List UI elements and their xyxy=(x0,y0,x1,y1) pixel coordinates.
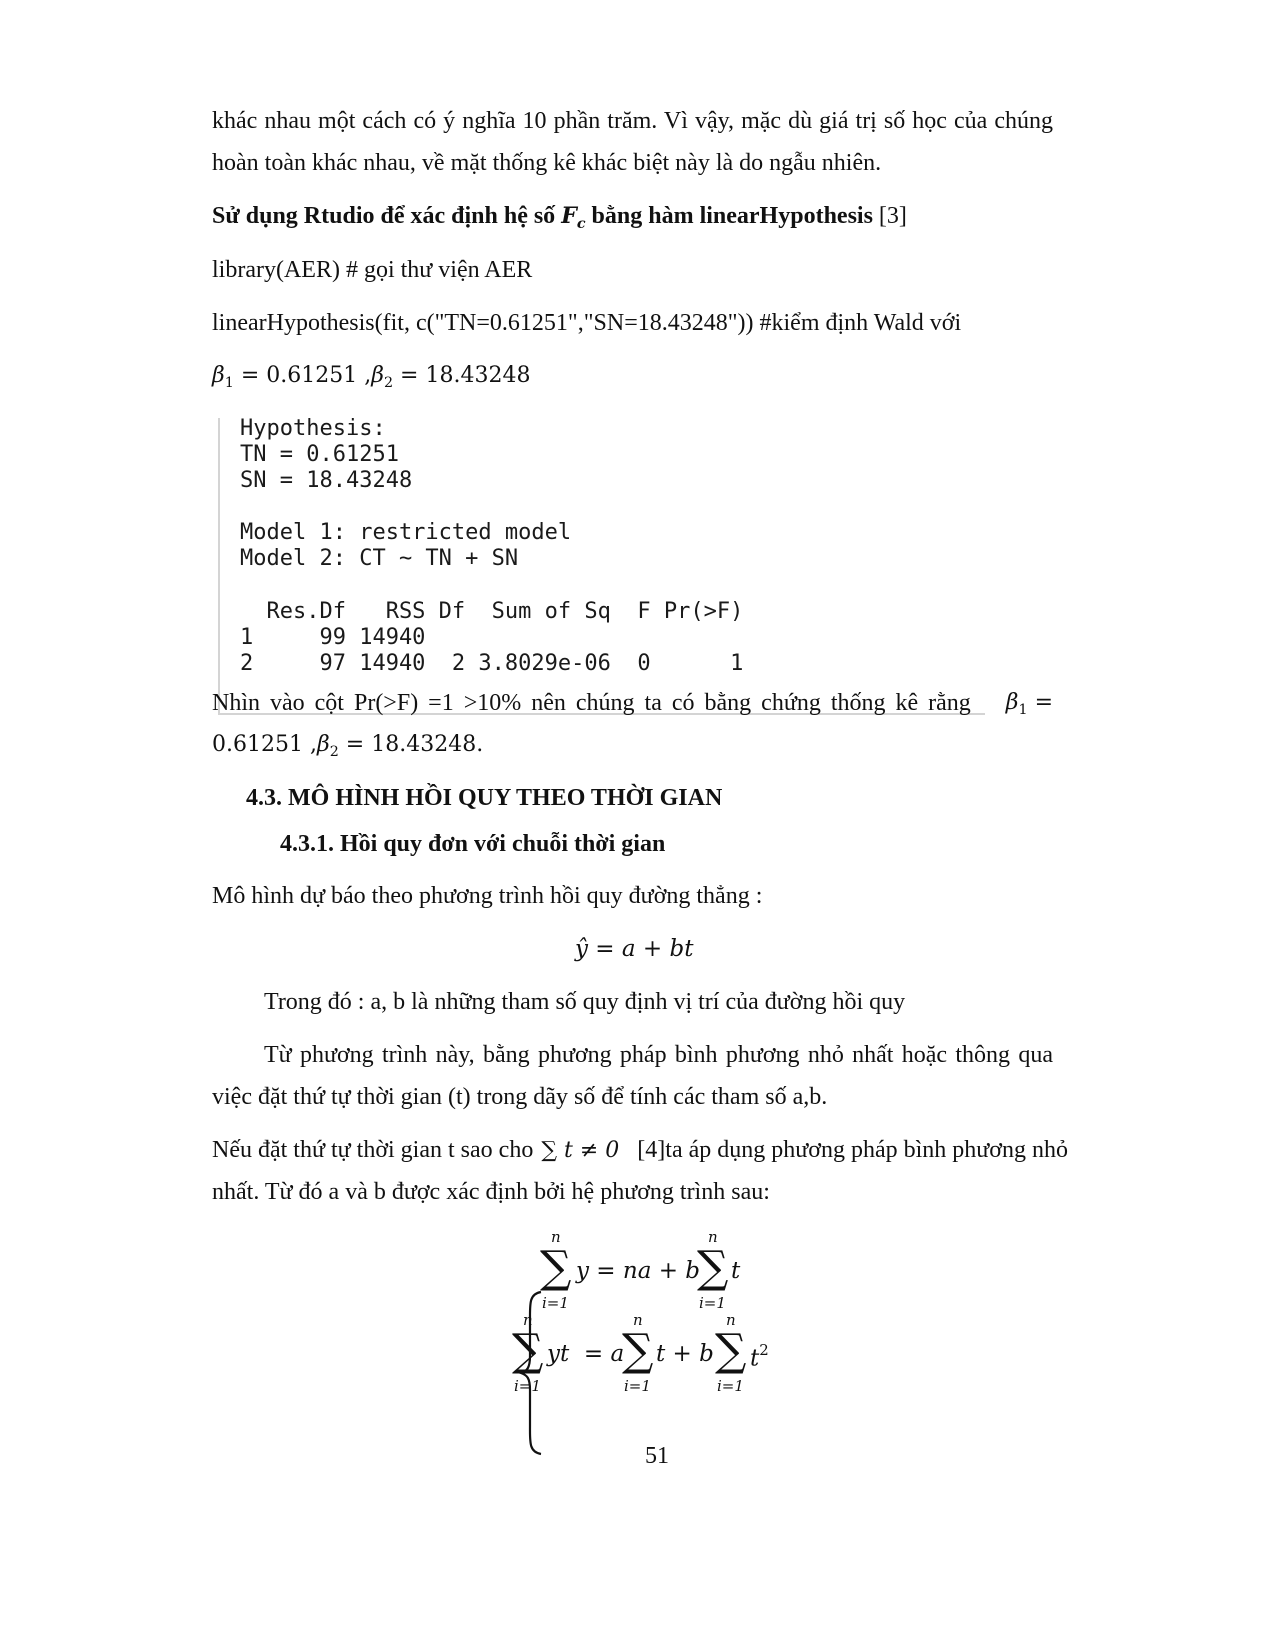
output-line: Hypothesis: xyxy=(240,416,386,441)
heading-text: bằng hàm linearHypothesis xyxy=(591,203,873,229)
subsection-heading: 4.3.1. Hồi quy đơn với chuỗi thời gian xyxy=(280,831,666,857)
output-table-row: 1 99 14940 xyxy=(240,625,426,650)
equation-row-1-term: t xyxy=(731,1258,741,1284)
citation: [3] xyxy=(878,203,907,229)
output-table-row: 2 97 14940 2 3.8029e-06 0 1 xyxy=(240,651,744,676)
paragraph-line: việc đặt thứ tự thời gian (t) trong dãy số để tính các tham số a,b. xyxy=(212,1084,828,1110)
code-line-library: library(AER) # gọi thư viện AER xyxy=(212,257,533,283)
output-line: Model 1: restricted model xyxy=(240,520,572,545)
paragraph-line: khác nhau một cách có ý nghĩa 10 phần trăm. Vì vậy, mặc dù giá trị số học của chúng xyxy=(212,108,1053,134)
equation-row-1: y = na + b xyxy=(576,1258,701,1284)
output-line: TN = 0.61251 xyxy=(240,442,399,467)
output-table-header: Res.Df RSS Df Sum of Sq F Pr(>F) xyxy=(240,599,744,624)
paragraph-line: Mô hình dự báo theo phương trình hồi quy đường thẳng : xyxy=(212,883,763,909)
equation-row-2-term: $t^2$ xyxy=(750,1341,769,1372)
section-heading: 4.3. MÔ HÌNH HỒI QUY THEO THỜI GIAN xyxy=(246,785,723,811)
r-console-output xyxy=(218,418,985,715)
page-number: 51 xyxy=(645,1443,669,1469)
fc-symbol: $F_c$ xyxy=(561,203,586,232)
paragraph-line: Nếu đặt thứ tự thời gian t sao cho ∑ t ≠ 0 [4]ta áp dụng phương pháp bình phương nhỏ xyxy=(212,1137,1068,1163)
equation-row-2-term: t + b xyxy=(656,1341,714,1367)
paragraph-line: nhất. Từ đó a và b được xác định bởi hệ phương trình sau: xyxy=(212,1179,770,1205)
paragraph-line: Từ phương trình này, bằng phương pháp bình phương nhỏ nhất hoặc thông qua xyxy=(264,1042,1053,1068)
paragraph-line: hoàn toàn khác nhau, về mặt thống kê khác biệt này là do ngẫu nhiên. xyxy=(212,150,882,176)
section-subheading xyxy=(212,203,907,232)
conclusion-line: 0.61251 $,\beta_2 = 18.43248$. xyxy=(212,732,484,760)
document-page: khác nhau một cách có ý nghĩa 10 phần trăm. Vì vậy, mặc dù giá trị số học của chúng hoàn toàn khác nhau, về mặt thống kê khác biệt này là do ngẫu nhiên. Sử dụng Rtudio để xác định hệ số $F_c$ bằng hàm linearHypothesis [3] library(AER) # gọi thư viện AER linearHypothesis(fit, c("TN=0.61251","SN=18.43248")) #kiểm định Wald với $\beta_1 = 0.61251$ $,\beta_2 = 18.43248$ Hypothesis: TN = 0.61251 SN = 18.43248 Model 1: restricted model Model 2: CT ~ TN + SN Res.Df RSS Df Sum of Sq F Pr(>F) 1 99 14940 2 97 14940 2 3.8029e-06 0 1 Nhìn vào cột Pr(>F) =1 >10% nên chúng ta có bằng chứng thống kê rằng $\beta_1$ = 0.61251 $,\beta_2 = 18.43248$. 4.3. MÔ HÌNH HỒI QUY THEO THỜI GIAN 4.3.1. Hồi quy đơn với chuỗi thời gian Mô hình dự báo theo phương trình hồi quy đường thẳng : ŷ = a + bt Trong đó : a, b là những tham số quy định vị trí của đường hồi quy Từ phương trình này, bằng phương pháp bình phương nhỏ nhất hoặc thông qua việc đặt thứ tự thời gian (t) trong dãy số để tính các tham số a,b. Nếu đặt thứ tự thời gian t sao cho ∑ t ≠ 0 [4]ta áp dụng phương pháp bình phương nhỏ nhất. Từ đó a và b được xác định bởi hệ phương trình sau: n ∑ i=1 y = na + b n ∑ i=1 t n ∑ i=1 yt = a n ∑ i=1 t + b n ∑ i=1 $t^2$ 51 xyxy=(212,108,1068,1469)
output-line: Model 2: CT ~ TN + SN xyxy=(240,546,519,571)
paragraph-line: Trong đó : a, b là những tham số quy định vị trí của đường hồi quy xyxy=(264,989,906,1015)
equation-row-2: yt = a xyxy=(547,1341,625,1367)
conclusion-line: Nhìn vào cột Pr(>F) =1 >10% nên chúng ta có bằng chứng thống kê rằng $\beta_1$ = xyxy=(212,690,1053,718)
output-line: SN = 18.43248 xyxy=(240,468,413,493)
beta-values: $\beta_1 = 0.61251$ $,\beta_2 = 18.43248$ xyxy=(212,363,531,391)
heading-text: Sử dụng Rtudio để xác định hệ số xyxy=(212,203,556,229)
main-equation: ŷ = a + bt xyxy=(575,936,694,962)
code-line-linear-hypothesis: linearHypothesis(fit, c("TN=0.61251","SN=18.43248")) #kiểm định Wald với xyxy=(212,310,962,336)
